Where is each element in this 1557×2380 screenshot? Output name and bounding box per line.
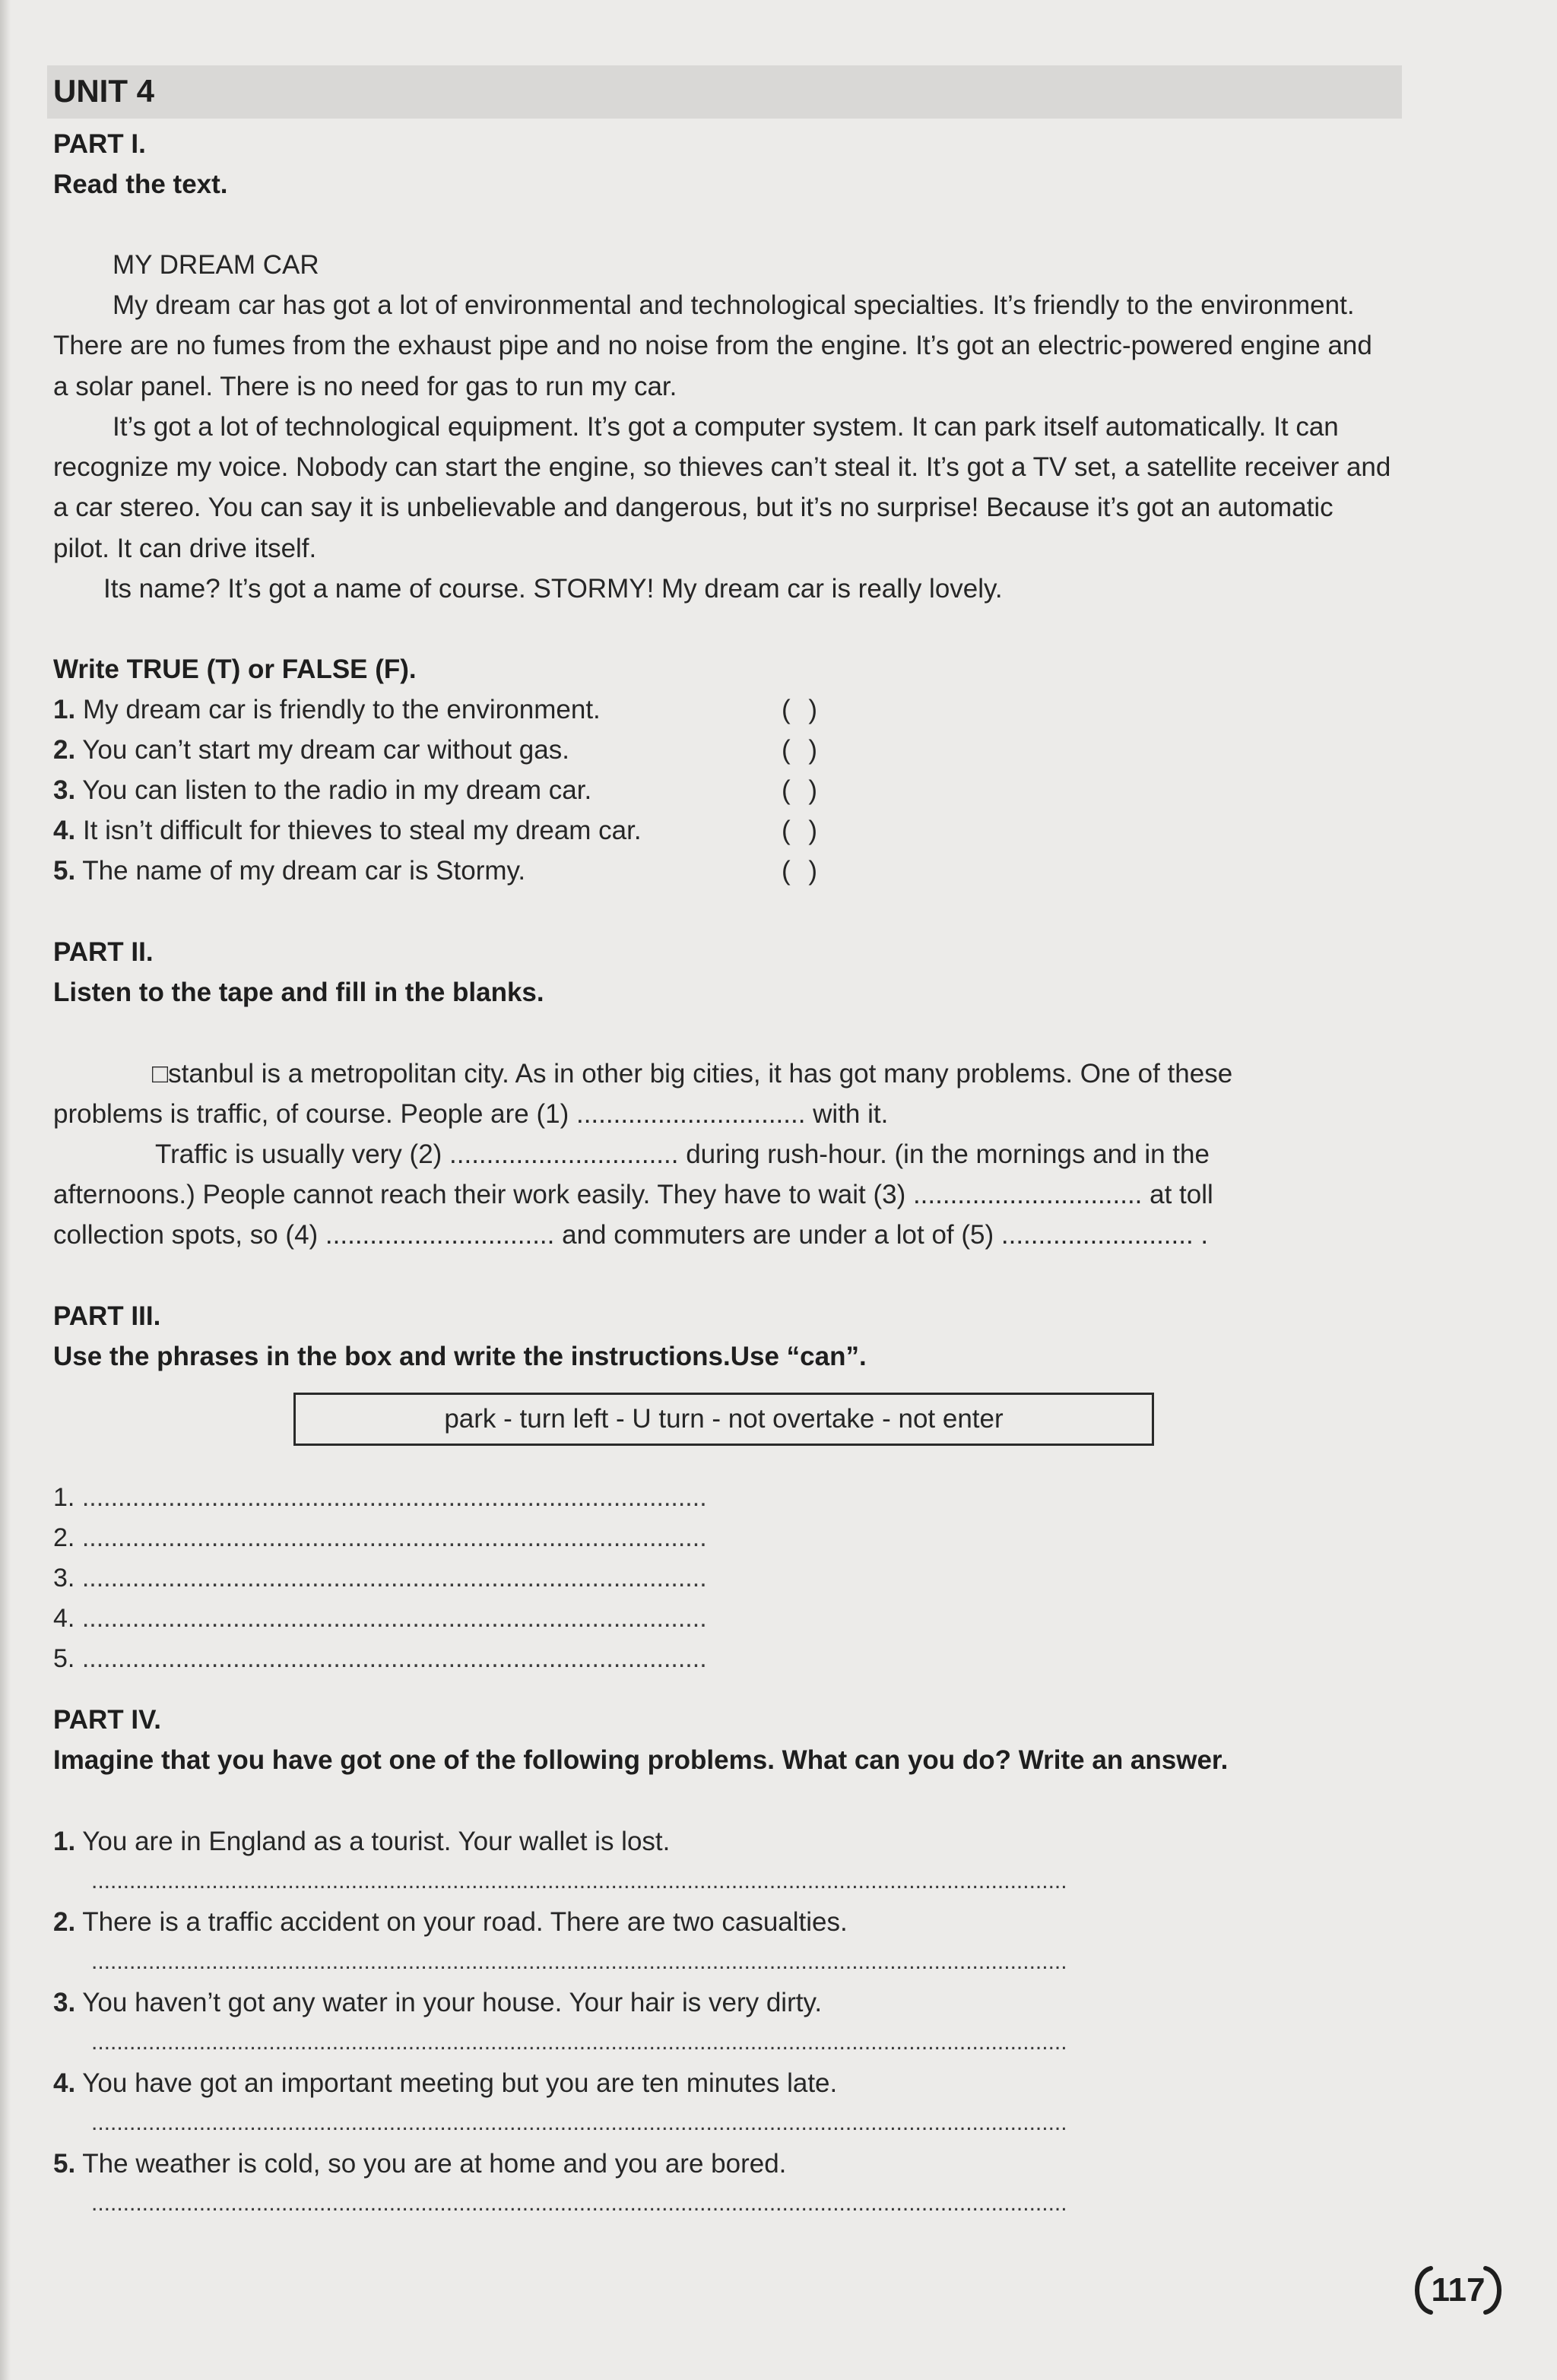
answer-line-dots: .......................................................................................: [81, 1523, 707, 1552]
answer-line-num: 2.: [53, 1523, 75, 1552]
tf-instruction: Write TRUE (T) or FALSE (F).: [53, 654, 417, 684]
part3-instruction: Use the phrases in the box and write the instructions.Use “can”.: [53, 1342, 867, 1371]
cloze-line-1: □stanbul is a metropolitan city. As in other big cities, it has got many problems. One of these: [152, 1059, 1233, 1089]
unit-header-bar: [47, 65, 1402, 119]
tf-item: [53, 851, 525, 891]
part3-heading: PART III.: [53, 1301, 161, 1331]
part4-heading: PART IV.: [53, 1705, 161, 1735]
answer-line-dots: .......................................................................................: [81, 1644, 707, 1673]
problem-text: You haven’t got any water in your house. Your hair is very dirty.: [82, 1988, 823, 2017]
reading-paragraph-1: My dream car has got a lot of environmental and technological specialties. It’s friendly to the environment. There are no fumes from the exhaust pipe and no noise from the engine. It’s got an electric-powered engine and a solar panel. There is no need for gas to run my car.: [53, 290, 1372, 401]
problem-answer-line[interactable]: ..........................................................................................................................................................: [91, 2112, 1067, 2134]
cloze-line-5[interactable]: collection spots, so (4) ............................... and commuters are under a lot of (5) .......................... .: [53, 1220, 1209, 1250]
problem-answer-line[interactable]: ..........................................................................................................................................................: [91, 1870, 1067, 1893]
page-number: 117: [1431, 2271, 1486, 2309]
tf-item-num: 2.: [53, 735, 76, 765]
problem-answer-line[interactable]: ..........................................................................................................................................................: [91, 2192, 1067, 2215]
instruction-answer-line[interactable]: [53, 1518, 707, 1558]
answer-line-dots: .......................................................................................: [81, 1483, 707, 1512]
tf-answer-slot[interactable]: ( ): [782, 735, 818, 765]
cloze-line-4[interactable]: afternoons.) People cannot reach their work easily. They have to wait (3) ............................... at toll: [53, 1180, 1213, 1209]
tf-item: [53, 770, 591, 810]
problem-item: [53, 1821, 670, 1862]
page-binding-shadow: [0, 0, 11, 2380]
problem-text: You are in England as a tourist. Your wallet is lost.: [82, 1827, 671, 1856]
tf-item-num: 3.: [53, 775, 76, 805]
problem-item: [53, 1982, 822, 2023]
problem-num: 3.: [53, 1988, 76, 2017]
tf-item-text: You can listen to the radio in my dream car.: [82, 775, 592, 805]
tf-item-text: You can’t start my dream car without gas.: [82, 735, 569, 765]
problem-num: 5.: [53, 2149, 76, 2179]
problem-answer-line[interactable]: ..........................................................................................................................................................: [91, 2031, 1067, 2054]
cloze-line-3[interactable]: Traffic is usually very (2) ............................... during rush-hour. (in the mornings and in the: [155, 1139, 1210, 1169]
answer-line-num: 3.: [53, 1564, 75, 1592]
part2-instruction: Listen to the tape and fill in the blanks.: [53, 978, 544, 1007]
instruction-answer-line[interactable]: [53, 1558, 707, 1599]
tf-item-text: The name of my dream car is Stormy.: [82, 856, 526, 886]
problem-num: 4.: [53, 2068, 76, 2098]
problem-answer-line[interactable]: ..........................................................................................................................................................: [91, 1951, 1067, 1973]
answer-line-num: 4.: [53, 1604, 75, 1633]
part1-heading: PART I.: [53, 129, 146, 159]
phrase-box: park - turn left - U turn - not overtake - not enter: [293, 1393, 1154, 1446]
instruction-answer-line[interactable]: [53, 1478, 707, 1518]
answer-line-num: 5.: [53, 1644, 75, 1673]
cloze-line-2[interactable]: problems is traffic, of course. People are (1) ............................... with it.: [53, 1099, 889, 1129]
tf-item-num: 4.: [53, 816, 76, 845]
tf-answer-slot[interactable]: ( ): [782, 856, 818, 886]
answer-line-dots: .......................................................................................: [81, 1564, 707, 1592]
reading-text: [53, 285, 1391, 609]
unit-title: UNIT 4: [53, 73, 155, 109]
tf-item: [53, 810, 642, 851]
answer-line-dots: .......................................................................................: [81, 1604, 707, 1633]
answer-line-num: 1.: [53, 1483, 75, 1512]
reading-paragraph-3: Its name? It’s got a name of course. STORMY! My dream car is really lovely.: [103, 574, 1003, 604]
tf-answer-slot[interactable]: ( ): [782, 816, 818, 845]
part1-instruction: Read the text.: [53, 170, 228, 199]
problem-item: [53, 1902, 848, 1942]
problem-num: 2.: [53, 1907, 76, 1937]
problem-item: [53, 2063, 837, 2103]
problem-num: 1.: [53, 1827, 76, 1856]
page-number-badge: [1408, 2262, 1508, 2318]
tf-item: [53, 730, 569, 770]
instruction-answer-line[interactable]: [53, 1639, 707, 1679]
tf-item-text: My dream car is friendly to the environment.: [82, 695, 601, 724]
tf-item-text: It isn’t difficult for thieves to steal my dream car.: [82, 816, 642, 845]
problem-text: There is a traffic accident on your road. There are two casualties.: [82, 1907, 848, 1937]
problem-text: You have got an important meeting but you are ten minutes late.: [82, 2068, 838, 2098]
tf-item-num: 1.: [53, 695, 76, 724]
tf-item-num: 5.: [53, 856, 76, 886]
tf-item: [53, 689, 601, 730]
part2-heading: PART II.: [53, 937, 154, 967]
part4-instruction: Imagine that you have got one of the following problems. What can you do? Write an answer.: [53, 1745, 1229, 1775]
problem-text: The weather is cold, so you are at home and you are bored.: [82, 2149, 787, 2179]
tf-answer-slot[interactable]: ( ): [782, 775, 818, 805]
tf-answer-slot[interactable]: ( ): [782, 695, 818, 724]
problem-item: [53, 2144, 786, 2184]
instruction-answer-line[interactable]: [53, 1599, 707, 1639]
reading-paragraph-2: It’s got a lot of technological equipment. It’s got a computer system. It can park itself automatically. It can recognize my voice. Nobody can start the engine, so thieves can’t steal it. It’s got a TV set, a satellite receiver and a car stereo. You can say it is unbelievable and dangerous, but it’s no surprise! Because it’s got an automatic pilot. It can drive itself.: [53, 411, 1391, 563]
reading-title: MY DREAM CAR: [113, 250, 319, 280]
